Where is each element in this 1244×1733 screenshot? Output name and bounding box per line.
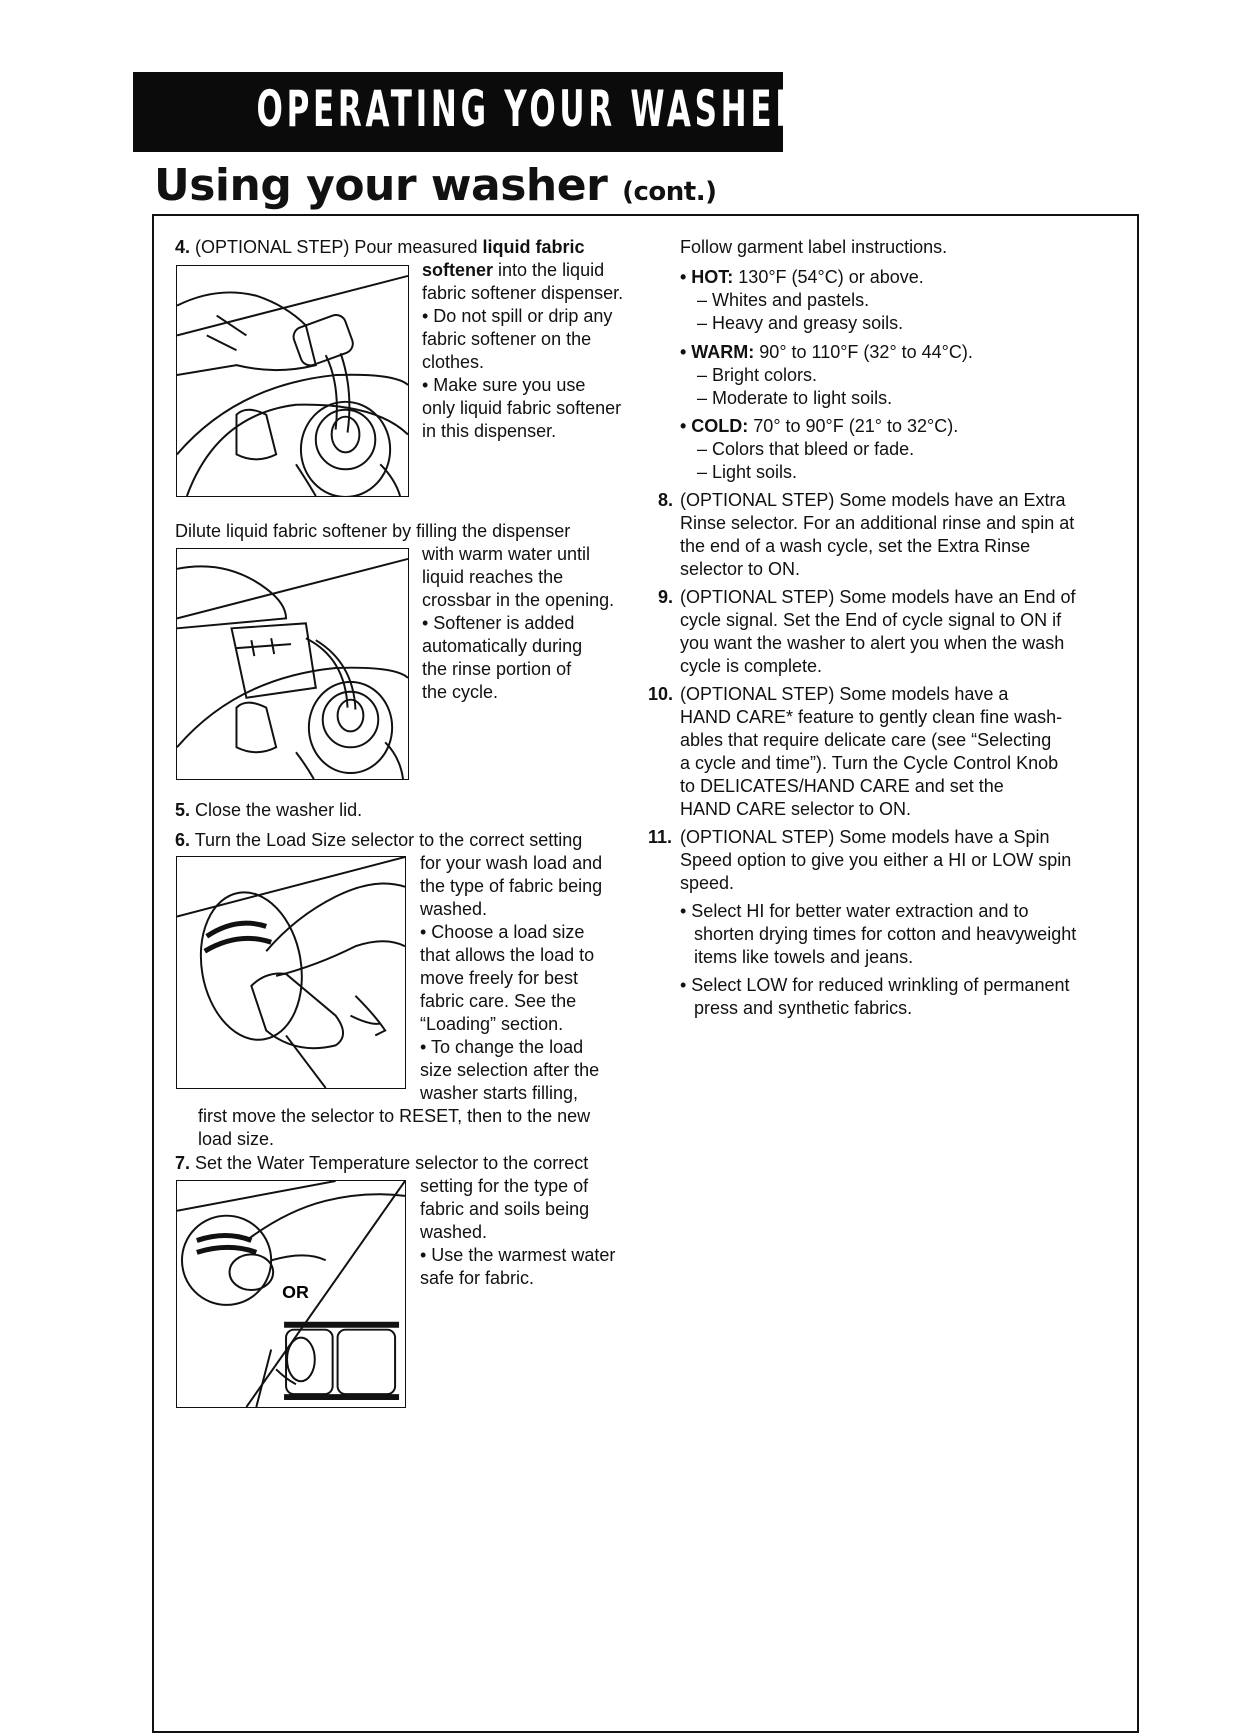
step6-heading — [175, 829, 582, 852]
step6-side-7: “Loading” section. — [420, 1014, 564, 1034]
step9-line-2: you want the washer to alert you when the wash — [680, 633, 1065, 653]
step6-after-0: first move the selector to RESET, then to the new — [198, 1106, 591, 1126]
step4-number: 4. — [175, 237, 191, 257]
load-size-illustration — [176, 856, 406, 1089]
step4-side-3: fabric softener on the — [422, 329, 592, 349]
step8-number: 8. — [658, 490, 674, 510]
step7-first: Set the Water Temperature selector to the correct — [195, 1153, 589, 1173]
step7-side-2: washed. — [420, 1222, 488, 1242]
step9-number: 9. — [658, 587, 674, 607]
step11-bullet1-line-2: items like towels and jeans. — [694, 947, 914, 967]
hot-range: 130°F (54°C) or above. — [733, 267, 924, 287]
step4-side-1: fabric softener dispenser. — [422, 283, 624, 303]
step4-side-6: only liquid fabric softener — [422, 398, 622, 418]
step7-side-4: safe for fabric. — [420, 1268, 535, 1288]
step4-heading — [175, 236, 584, 259]
banner-title: OPERATING YOUR WASHER — [256, 80, 803, 138]
step6-side-4: that allows the load to — [420, 945, 595, 965]
step5-number: 5. — [175, 800, 191, 820]
step10-line-0: (OPTIONAL STEP) Some models have a — [680, 684, 1009, 704]
load-size-drawing — [177, 857, 405, 1088]
dilute-side-1: liquid reaches the — [422, 567, 564, 587]
step6-first: Turn the Load Size selector to the correct setting — [194, 830, 583, 850]
temp-hot — [680, 266, 924, 289]
hot-item-0: – Whites and pastels. — [697, 290, 870, 310]
step4-side-2: • Do not spill or drip any — [422, 306, 613, 326]
step6-side-0: for your wash load and — [420, 853, 603, 873]
step11-line-0: (OPTIONAL STEP) Some models have a Spin — [680, 827, 1050, 847]
step4-side-7: in this dispenser. — [422, 421, 557, 441]
step4-side-line — [422, 259, 604, 282]
step6-side-6: fabric care. See the — [420, 991, 577, 1011]
step11-bullet2-line-1: press and synthetic fabrics. — [694, 998, 913, 1018]
step6-side-3: • Choose a load size — [420, 922, 585, 942]
warm-range: 90° to 110°F (32° to 44°C). — [754, 342, 973, 362]
step10-line-2: ables that require delicate care (see “Selecting — [680, 730, 1052, 750]
step5-text: Close the washer lid. — [195, 800, 363, 820]
step10-line-5: HAND CARE selector to ON. — [680, 799, 912, 819]
step4-line: (OPTIONAL STEP) Pour measured — [195, 237, 478, 257]
step8-line-2: the end of a wash cycle, set the Extra Rinse — [680, 536, 1031, 556]
section-banner — [133, 72, 803, 152]
step6-side-1: the type of fabric being — [420, 876, 603, 896]
warm-item-1: – Moderate to light soils. — [697, 388, 893, 408]
step11-line-2: speed. — [680, 873, 735, 893]
step4-side-4: clothes. — [422, 352, 485, 372]
warm-label: • WARM: — [680, 342, 755, 362]
temp-warm — [680, 341, 973, 364]
step6-after-1: load size. — [198, 1129, 275, 1149]
step10-line-3: a cycle and time”). Turn the Cycle Control Knob — [680, 753, 1059, 773]
step10-line-4: to DELICATES/HAND CARE and set the — [680, 776, 1004, 796]
step10-line-1: HAND CARE* feature to gently clean fine wash- — [680, 707, 1063, 727]
water-temp-drawing — [177, 1181, 405, 1407]
step7-side-0: setting for the type of — [420, 1176, 589, 1196]
step7-number: 7. — [175, 1153, 191, 1173]
step8-line-3: selector to ON. — [680, 559, 801, 579]
hot-item-1: – Heavy and greasy soils. — [697, 313, 904, 333]
step9-line-3: cycle is complete. — [680, 656, 823, 676]
step10-number: 10. — [648, 684, 674, 704]
dilute-first-line: Dilute liquid fabric softener by filling the dispenser — [175, 521, 571, 541]
step4-softener-bold: softener — [422, 260, 494, 280]
hot-label: • HOT: — [680, 267, 734, 287]
step7-side-1: fabric and soils being — [420, 1199, 590, 1219]
step8-line-0: (OPTIONAL STEP) Some models have an Extra — [680, 490, 1066, 510]
or-label: OR — [282, 1281, 309, 1302]
step11-number: 11. — [648, 827, 673, 847]
pour-softener-illustration — [176, 265, 409, 497]
dilute-side-0: with warm water until — [422, 544, 591, 564]
step6-side-10: washer starts filling, — [420, 1083, 579, 1103]
cold-range: 70° to 90°F (21° to 32°C). — [748, 416, 959, 436]
water-temp-illustration — [176, 1180, 406, 1408]
page-title-text: Using your washer — [154, 160, 608, 211]
page-title-suffix: (cont.) — [622, 177, 717, 207]
step4-side-5: • Make sure you use — [422, 375, 586, 395]
step11-bullet2-line-0: • Select LOW for reduced wrinkling of permanent — [680, 975, 1070, 995]
warm-item-0: – Bright colors. — [697, 365, 818, 385]
dilute-side-6: the cycle. — [422, 682, 499, 702]
dilute-side-4: automatically during — [422, 636, 583, 656]
temp-cold — [680, 415, 958, 438]
step9-line-0: (OPTIONAL STEP) Some models have an End of — [680, 587, 1076, 607]
step8-line-1: Rinse selector. For an additional rinse and spin at — [680, 513, 1075, 533]
page-title — [154, 160, 716, 211]
step11-bullet1-line-1: shorten drying times for cotton and heavyweight — [694, 924, 1077, 944]
step6-side-8: • To change the load — [420, 1037, 584, 1057]
step11-bullet1-line-0: • Select HI for better water extraction and to — [680, 901, 1029, 921]
right-intro: Follow garment label instructions. — [680, 237, 948, 257]
dilute-side-2: crossbar in the opening. — [422, 590, 615, 610]
step7-side-3: • Use the warmest water — [420, 1245, 616, 1265]
cold-item-1: – Light soils. — [697, 462, 798, 482]
step6-number: 6. — [175, 830, 191, 850]
step6-side-9: size selection after the — [420, 1060, 600, 1080]
step6-side-5: move freely for best — [420, 968, 579, 988]
step6-side-2: washed. — [420, 899, 488, 919]
cold-item-0: – Colors that bleed or fade. — [697, 439, 915, 459]
dilute-softener-drawing — [177, 549, 408, 779]
pour-softener-drawing — [177, 266, 408, 496]
step5 — [175, 799, 362, 822]
dilute-side-5: the rinse portion of — [422, 659, 572, 679]
step11-line-1: Speed option to give you either a HI or LOW spin — [680, 850, 1072, 870]
step4-side-0: into the liquid — [493, 260, 605, 280]
dilute-side-3: • Softener is added — [422, 613, 575, 633]
cold-label: • COLD: — [680, 416, 749, 436]
step9-line-1: cycle signal. Set the End of cycle signal to ON if — [680, 610, 1062, 630]
step7-heading — [175, 1152, 588, 1175]
dilute-softener-illustration — [176, 548, 409, 780]
step4-bold: liquid fabric — [482, 237, 585, 257]
